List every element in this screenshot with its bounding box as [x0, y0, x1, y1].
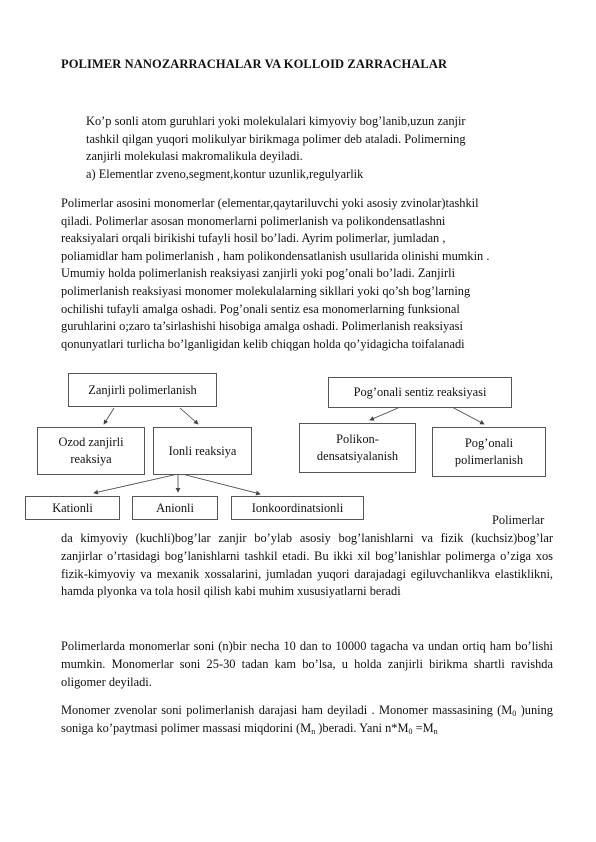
subscript: 0 [512, 709, 517, 718]
body-line: Umumiy holda polimerlanish reaksiyasi zanjirli yoki pog’onali bo’ladi. Zanjirli [61, 266, 456, 281]
body-line: polimerlanish reaksiyasi monomer molekulalarning sikllari yoki qo’sh bog’larning [61, 283, 471, 298]
body-line: guruhlarini o;zaro ta’sirlashishi hisobiga amalga oshadi. Polimerlanish reaksiyasi [61, 319, 463, 334]
subscript: n [433, 727, 438, 736]
subscript: n [311, 727, 316, 736]
box-pogonali-polimerlanish [432, 427, 546, 477]
box-ionkoordinatsionli: Ionkoordinatsionli [231, 496, 364, 520]
body-line: ochilishi tufayli amalga oshadi. Pog’onali sentiz esa monomerlarning funksional [61, 301, 460, 316]
body-line: qiladi. Polimerlar asosan monomerlarni polimerlanish va polikondensatlashni [61, 213, 446, 228]
box-ionli-reaksiya: Ionli reaksiya [153, 427, 252, 475]
arrow [104, 408, 114, 424]
intro-line: a) Elementlar zveno,segment,kontur uzunlik,regulyarlik [86, 166, 364, 181]
para4 [61, 701, 553, 737]
box-label: densatsiyalanish [316, 449, 399, 463]
body-line: qonunyatlari turlicha bo’lganligidan kelib chiqgan holda qo’yidagicha toifalanadi [61, 336, 465, 351]
body-line: reaksiyalari orqali birikishi tufayli hosil bo’ladi. Ayrim polimerlar, jumladan , [61, 231, 446, 246]
intro-line: zanjirli molekulasi makromalikula deyiladi. [86, 149, 303, 164]
para3: Polimerlarda monomerlar soni (n)bir necha 10 dan to 10000 tagacha va undan ortiq ham bo’lishi mumkin. Monomerlar soni 25-30 tadan kam bo’lsa, u holda zanjirli birikma shartli ravishda oligomer deyiladi. [61, 639, 553, 689]
box-kationli: Kationli [25, 496, 120, 520]
intro-line: tashkil qilgan yuqori molikulyar birikmaga polimer deb ataladi. Polimerning [86, 131, 466, 146]
arrow [182, 474, 260, 494]
para4-text: =M [412, 721, 434, 735]
para2: da kimyoviy (kuchli)bog’lar zanjir bo’ylab asosiy bog’lanishlarni va fizik (kuchsiz)bog’lar zanjirlar o’rtasidagi bog’lanishlarni tashkil etadi. Bu ikki xil bog’lanishlar polimerga o’ziga xos fizik-kimyoviy va mexanik xossalarini, jumladan yuqori darajadagi egiluvchanlikva elastiklikni, hamda plyonka va tola hosil qilish kabi muhim xususiyatlarni beradi [61, 531, 553, 599]
box-label: reaksiya [70, 452, 112, 466]
para4-text: )beradi. Yani n*M [315, 721, 409, 735]
para4-text: Monomer zvenolar soni polimerlanish darajasi ham deyiladi . Monomer massasining (M [61, 703, 513, 717]
arrow [450, 406, 484, 424]
box-label: Pog’onali [464, 436, 514, 450]
box-zanjirli-polimerlanish: Zanjirli polimerlanish [68, 373, 217, 407]
box-ozod-zanjirli [37, 427, 145, 475]
box-label: Polikon- [336, 432, 379, 446]
para2-lead-word: Polimerlar [492, 513, 545, 527]
body-line: Polimerlar asosini monomerlar (elementar,qaytariluvchi yoki asosiy zvinolar)tashkil [61, 196, 479, 210]
arrow [180, 408, 198, 424]
intro-line: Ko’p sonli atom guruhlari yoki molekulalari kimyoviy bog’lanib,uzun zanjir [86, 114, 466, 128]
body-line: poliamidlar ham polimerlanish , ham polikondensatlanish usullarida olinishi mumkin . [61, 248, 490, 263]
box-anionli: Anionli [132, 496, 218, 520]
box-label: Ozod zanjirli [58, 435, 124, 449]
arrow [370, 408, 398, 420]
subscript: 0 [408, 727, 413, 736]
arrow [94, 474, 178, 493]
box-pogonali-sentiz: Pog’onali sentiz reaksiyasi [328, 377, 512, 408]
page-title: POLIMER NANOZARRACHALAR VA KOLLOID ZARRACHALAR [61, 57, 448, 71]
box-label: polimerlanish [454, 453, 524, 467]
box-polikondensatsiyalanish [299, 423, 416, 473]
para4-text: )uning soniga ko’paytmasi polimer massasi miqdorini (M [61, 703, 553, 735]
